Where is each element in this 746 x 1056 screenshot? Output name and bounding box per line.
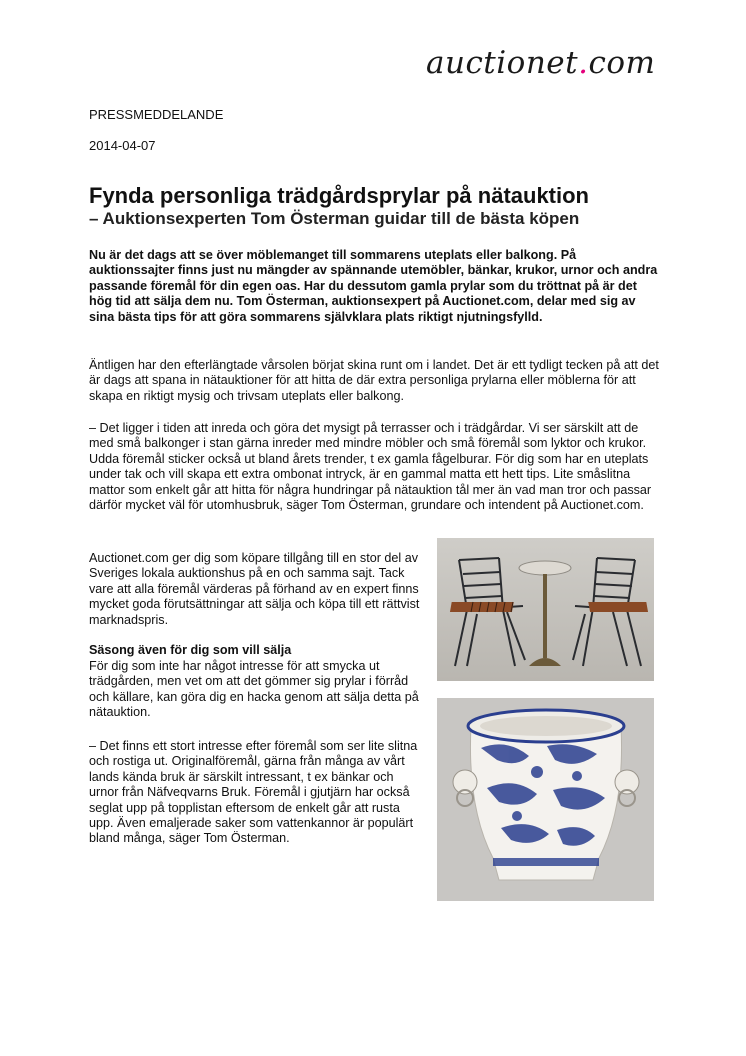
press-release-label: PRESSMEDDELANDE — [89, 107, 224, 122]
garden-furniture-photo — [437, 538, 654, 681]
body-paragraph-4: För dig som inte har något intresse för att smycka ut trädgården, men vet om att det gömmer sig prylar i förråd och källare, kan göra dig en hacka genom att sälja detta på nätauktion. — [89, 659, 419, 720]
porcelain-urn-photo — [437, 698, 654, 901]
section-subheading: Säsong även för dig som vill sälja — [89, 643, 292, 657]
auctionet-logo: auctionet.com — [426, 45, 656, 81]
release-date: 2014-04-07 — [89, 138, 156, 153]
article-subtitle: – Auktionsexperten Tom Österman guidar till de bästa köpen — [89, 209, 580, 228]
body-paragraph-2: – Det ligger i tiden att inreda och göra det mysigt på terrasser och i trädgårdar. Vi ser särskilt att de med små balkonger i stan gärna inreder med mindre möbler och små föremål som lyktor och krukor. Udda föremål sticker också ut bland årets trender, t ex gamla fågelburar. För dig som har en uteplats under tak och vill skapa ett extra ombonat intryck, är en gammal matta ett hett tips. Lite småslitna mattor som enkelt går att hitta för några hundringar på nätauktion tål mer än vad man tror och passar därför mycket väl för utomhusbruk, säger Tom Österman, grundare och intendent på Auctionet.com. — [89, 421, 652, 513]
article-title: Fynda personliga trädgårdsprylar på nätauktion — [89, 183, 589, 208]
body-paragraph-5: – Det finns ett stort intresse efter föremål som ser lite slitna och rostiga ut. Originalföremål, gärna från många av vårt lands kända bruk är särskilt intressant, t ex bänkar och urnor från Näfveqvarns Bruk. Föremål i gjutjärn har också seglat upp på topplistan eftersom de enkelt går att rusta upp. Även emaljerade saker som vattenkannor är populärt bland många, säger Tom Österman. — [89, 739, 418, 846]
body-paragraph-1: Äntligen har den efterlängtade vårsolen börjat skina runt om i landet. Det är ett tydligt tecken på att det är dags att spana in nätauktioner för att hitta de där extra personliga prylarna eller möblerna för att skapa en riktigt mysig och trivsam uteplats eller balkong. — [89, 358, 659, 403]
lead-paragraph: Nu är det dags att se över möblemanget till sommarens uteplats eller balkong. På auktionssajter finns just nu mängder av spännande utemöbler, bänkar, krukor, urnor och andra passande föremål för din egen oas. Har du dessutom gamla prylar som du tröttnat på är det hög tid att sälja dem nu. Tom Österman, auktionsexpert på Auctionet.com, delar med sig av sina bästa tips för att göra sommarens självklara plats riktigt njutningsfylld. — [89, 248, 658, 324]
body-paragraph-3: Auctionet.com ger dig som köpare tillgång till en stor del av Sveriges lokala auktionshus på en och samma sajt. Tack vare att alla föremål värderas på förhand av en expert finns mycket goda förutsättningar att sälja och köpa till ett rättvist marknadspris. — [89, 551, 420, 627]
